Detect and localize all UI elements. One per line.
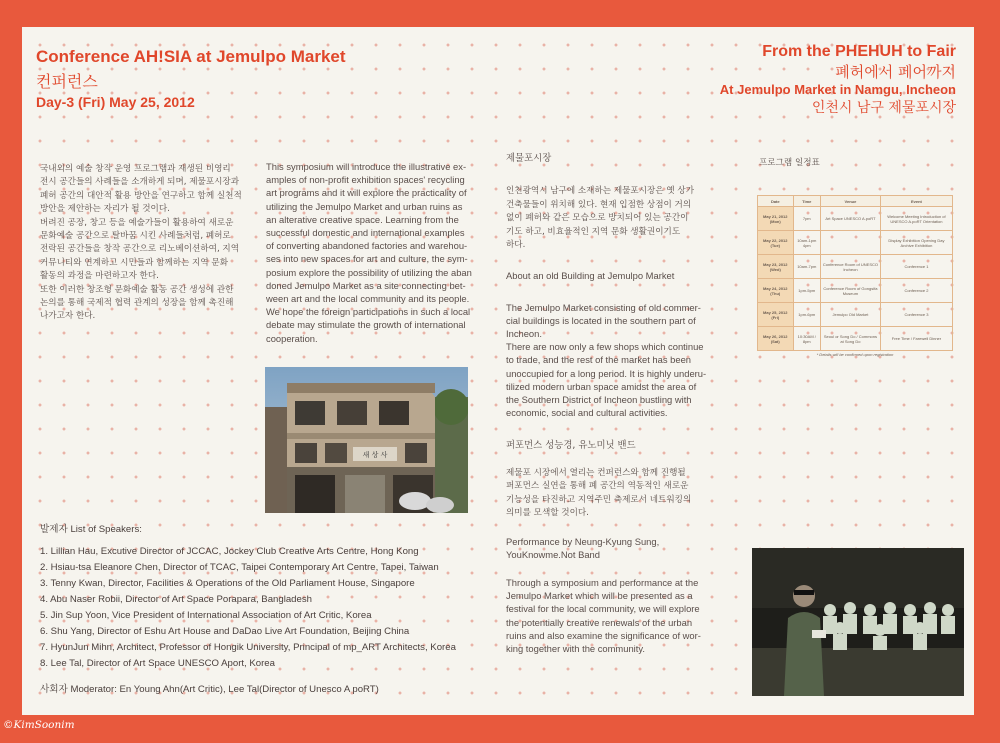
conference-korean-title: 컨퍼런스 bbox=[36, 72, 98, 91]
text-line: 의미를 모색할 것이다. bbox=[506, 508, 589, 519]
event-korean-title: 폐허에서 페어까지 bbox=[835, 63, 956, 81]
text-line: 인천광역시 남구에 소재하는 제물포시장은 옛 상가 bbox=[506, 186, 694, 197]
market-section bbox=[506, 152, 736, 655]
text-line: ruins and also examine the significance of wor- bbox=[506, 629, 701, 641]
column-header: Time bbox=[793, 196, 820, 207]
table-row bbox=[758, 303, 953, 327]
cell-venue bbox=[820, 231, 880, 255]
text-line: 하다. bbox=[506, 240, 526, 251]
speakers-section bbox=[40, 521, 480, 695]
cell-date: May 23, 2012 (Wed) bbox=[758, 255, 794, 279]
cell-venue: Conference Room of UNESCO Incheon bbox=[820, 255, 880, 279]
text-line: ween art and the local community and its people. bbox=[266, 293, 470, 305]
text-line: 또한 이러한 창조형 문화예술 활동 공간 생성에 관한 bbox=[40, 284, 234, 295]
cell-venue: Jemulpo Old Market bbox=[820, 303, 880, 327]
event-location-korean: 인천시 남구 제물포시장 bbox=[811, 100, 956, 116]
cell-date: May 24, 2012 (Thu) bbox=[758, 279, 794, 303]
text-line: cooperation. bbox=[266, 332, 318, 344]
text-line: Jemulpo Market which will be presented as a bbox=[506, 590, 693, 602]
text-line: Through a symposium and performance at the bbox=[506, 576, 699, 588]
text-line: king together with the community. bbox=[506, 642, 645, 654]
text-line: an alterative creative space. Learning from the bbox=[266, 213, 459, 225]
cell-event: Free Time / Farewell Dinner bbox=[880, 327, 952, 351]
text-line: ses into new spaces for art and culture, the sym- bbox=[266, 253, 468, 265]
cell-time: 1pm-6pm bbox=[793, 303, 820, 327]
market-section-en-title: About an old Building at Jemulpo Market bbox=[506, 270, 675, 282]
text-line: doned Jemulpo Market as a site connecting bet- bbox=[266, 279, 466, 291]
table-row bbox=[758, 207, 953, 231]
text-line: 전시 공간들의 사례들을 소개하게 되며, 제물포시장과 bbox=[40, 177, 240, 188]
cell-event: Welcome Meeting Introduction of UNESCO A.poRT Orientation bbox=[880, 207, 952, 231]
conference-title: Conference AH!SIA at Jemulpo Market bbox=[36, 47, 346, 66]
text-line: the Southern District of Incheon bustling with bbox=[506, 394, 692, 406]
program-table bbox=[757, 195, 953, 358]
performance-section-title: 퍼포먼스 성능경, 유노미닛 밴드 bbox=[506, 440, 636, 452]
speakers-heading: 발제자 List of Speakers: bbox=[40, 524, 142, 535]
text-line: to trade, and the rest of the market has been bbox=[506, 354, 692, 366]
text-line: The Jemulpo Market consisting of old commer- bbox=[506, 301, 701, 313]
text-line: 문화예술 공간으로 탈바꿈 시킨 사례들처럼, 폐허로 bbox=[40, 231, 231, 242]
list-item: 3. Tenny Kwan, Director, Facilities & Operations of the Old Parliament House, Singapore bbox=[40, 578, 415, 589]
cell-venue: Seoul or Song Do / Commons at Song Do bbox=[820, 327, 880, 351]
text-line: There are now only a few shops which continue bbox=[506, 341, 704, 353]
program-note: * Details will be confirmed upon registration bbox=[816, 352, 894, 357]
text-line: 폐허 공간의 대안적 활용 방안을 연구하고 함께 실천적 bbox=[40, 190, 242, 201]
list-item: 2. Hsiau-tsa Eleanore Chen, Director of TCAC, Taipei Contemporary Art Centre, Tapei, Taiwan bbox=[40, 562, 439, 573]
event-title: From the PHEHUH to Fair bbox=[762, 43, 956, 60]
list-item: 5. Jin Sup Yoon, Vice President of International Association of Art Critic, Korea bbox=[40, 610, 372, 621]
intro-korean bbox=[40, 163, 270, 324]
column-header: Event bbox=[880, 196, 952, 207]
cell-venue: Conference Room of Gongsifa Museum bbox=[820, 279, 880, 303]
cell-time: 10am-1pm 4pm bbox=[793, 231, 820, 255]
list-item: 6. Shu Yang, Director of Eshu Art House and DaDao Live Art Foundation, Beijing China bbox=[40, 626, 410, 637]
text-line: of converting abandoned factories and warehou- bbox=[266, 240, 468, 252]
event-location: At Jemulpo Market in Namgu, Incheon bbox=[719, 82, 956, 97]
conference-date: Day-3 (Fri) May 25, 2012 bbox=[36, 94, 195, 110]
performance-en-title: YouKnowme.Not Band bbox=[506, 548, 600, 560]
table-note-row bbox=[758, 351, 953, 359]
text-line: cial buildings is located in the southern part of bbox=[506, 314, 696, 326]
text-line: 버려진 공장, 창고 등을 예술가들이 활용하여 새로운 bbox=[40, 217, 234, 228]
cell-event: Conference 1 bbox=[880, 255, 952, 279]
text-line: tilized modern urban space amidst the area of bbox=[506, 380, 697, 392]
list-item: 1. Lillian Hau, Excutive Director of JCCAC, Jockey Club Creative Arts Centre, Hong Kong bbox=[40, 546, 419, 557]
column-header: Venue bbox=[820, 196, 880, 207]
moderator-line: 사회자 Moderator: En Young Ahn(Art Critic), Lee Tal(Director of Unesco A poRT) bbox=[40, 684, 379, 695]
cell-time: 1pm-5pm bbox=[793, 279, 820, 303]
cell-date: May 26, 2012 (Sat) bbox=[758, 327, 794, 351]
column-header: Date bbox=[758, 196, 794, 207]
text-line: 커뮤니티와 연계하고 시민들과 함께하는 지역 문화 bbox=[40, 257, 228, 268]
market-building-photo bbox=[265, 367, 468, 513]
text-line: 활동의 과정을 마련하고자 한다. bbox=[40, 271, 159, 282]
text-line: 건축물들이 위치해 있다. 현재 입점한 상점이 거의 bbox=[506, 199, 692, 210]
text-line: Incheon. bbox=[506, 328, 542, 340]
cell-event: Display Exhibition Opening Day Archive Exhibition bbox=[880, 231, 952, 255]
cell-time: 10am-7pm bbox=[793, 255, 820, 279]
shop-sign: 새 상 사 bbox=[362, 451, 388, 459]
cell-date: May 22, 2012 (Tue) bbox=[758, 231, 794, 255]
list-item: 7. HyunJun Mihn, Architect, Professor of Hongik University, Principal of mp_ART Architects, Korea bbox=[40, 642, 456, 653]
copyright-watermark: ©KimSoonim bbox=[3, 719, 75, 731]
text-line: 논의를 통해 국제적 협력 관계의 성장을 함께 촉진해 bbox=[40, 298, 234, 309]
table-row bbox=[758, 279, 953, 303]
cell-time: 7pm bbox=[793, 207, 820, 231]
cell-date: May 21, 2012 (Mon) bbox=[758, 207, 794, 231]
text-line: amples of non-profit exhibition spaces' recycling bbox=[266, 174, 465, 186]
speakers-list bbox=[40, 544, 480, 672]
table-row bbox=[758, 327, 953, 351]
performance-photo bbox=[752, 548, 964, 696]
table-header-row bbox=[758, 196, 953, 207]
cell-venue: Art Space UNESCO A.poRT bbox=[820, 207, 880, 231]
text-line: 퍼포먼스 실연을 통해 폐 공간의 역동적인 새로운 bbox=[506, 481, 689, 492]
program-title: 프로그램 일정표 bbox=[759, 158, 820, 168]
text-line: posium explore the possibility of utilizing the aban bbox=[266, 266, 472, 278]
text-line: unoccupied for a long period. It is highly underu- bbox=[506, 367, 707, 379]
cell-date: May 25, 2012 (Fri) bbox=[758, 303, 794, 327]
text-line: 국내외의 예술 창작 운영 프로그램과 재생된 비영리 bbox=[40, 164, 231, 174]
text-line: 없이 폐허와 같은 모습으로 방치되어 있는 공간이 bbox=[506, 213, 689, 224]
text-line: We hope the foreign participations in such a local bbox=[266, 306, 471, 318]
header-left bbox=[36, 47, 346, 110]
table-row bbox=[758, 231, 953, 255]
performance-en-title: Performance by Neung-Kyung Sung, bbox=[506, 535, 660, 547]
text-line: 제물포 시장에서 열리는 컨퍼런스와 함께 진행될 bbox=[506, 467, 686, 478]
text-line: debate may stimulate the growth of international bbox=[266, 319, 466, 331]
text-line: festival for the local community, we will explore bbox=[506, 603, 700, 615]
text-line: 기능성을 타진하고 지역주민 축제로서 네트워킹의 bbox=[506, 494, 692, 505]
cell-time: 10:30AM / 8pm bbox=[793, 327, 820, 351]
intro-english bbox=[266, 160, 481, 345]
header-right bbox=[720, 43, 956, 117]
text-line: utilizing the Jemulpo Market and urban ruins as bbox=[266, 200, 463, 212]
list-item: 8. Lee Tal, Director of Art Space UNESCO Aport, Korea bbox=[40, 658, 275, 669]
list-item: 4. Abu Naser Robii, Director of Art Space Porapara, Bangladesh bbox=[40, 594, 312, 605]
cell-event: Conference 2 bbox=[880, 279, 952, 303]
text-line: This symposium will introduce the illustrative ex- bbox=[266, 161, 467, 172]
text-line: the potentially creative renewals of the urban bbox=[506, 616, 693, 628]
text-line: successful domestic and international examples bbox=[266, 227, 465, 239]
cell-event: Conference 3 bbox=[880, 303, 952, 327]
text-line: economic, social and cultural activities. bbox=[506, 407, 668, 419]
text-line: 기도 하고, 비효율적인 지역 문화 생활권이기도 bbox=[506, 226, 681, 237]
text-line: 나가고자 한다. bbox=[40, 311, 96, 322]
market-section-title: 제물포시장 bbox=[506, 153, 552, 164]
table-row bbox=[758, 255, 953, 279]
text-line: 전락된 공간들을 창작 공간으로 리노베이션하여, 지역 bbox=[40, 244, 240, 255]
text-line: art programs and it will explore the practicality of bbox=[266, 187, 467, 199]
text-line: 방안을 제안하는 자리가 될 것이다. bbox=[40, 204, 170, 215]
